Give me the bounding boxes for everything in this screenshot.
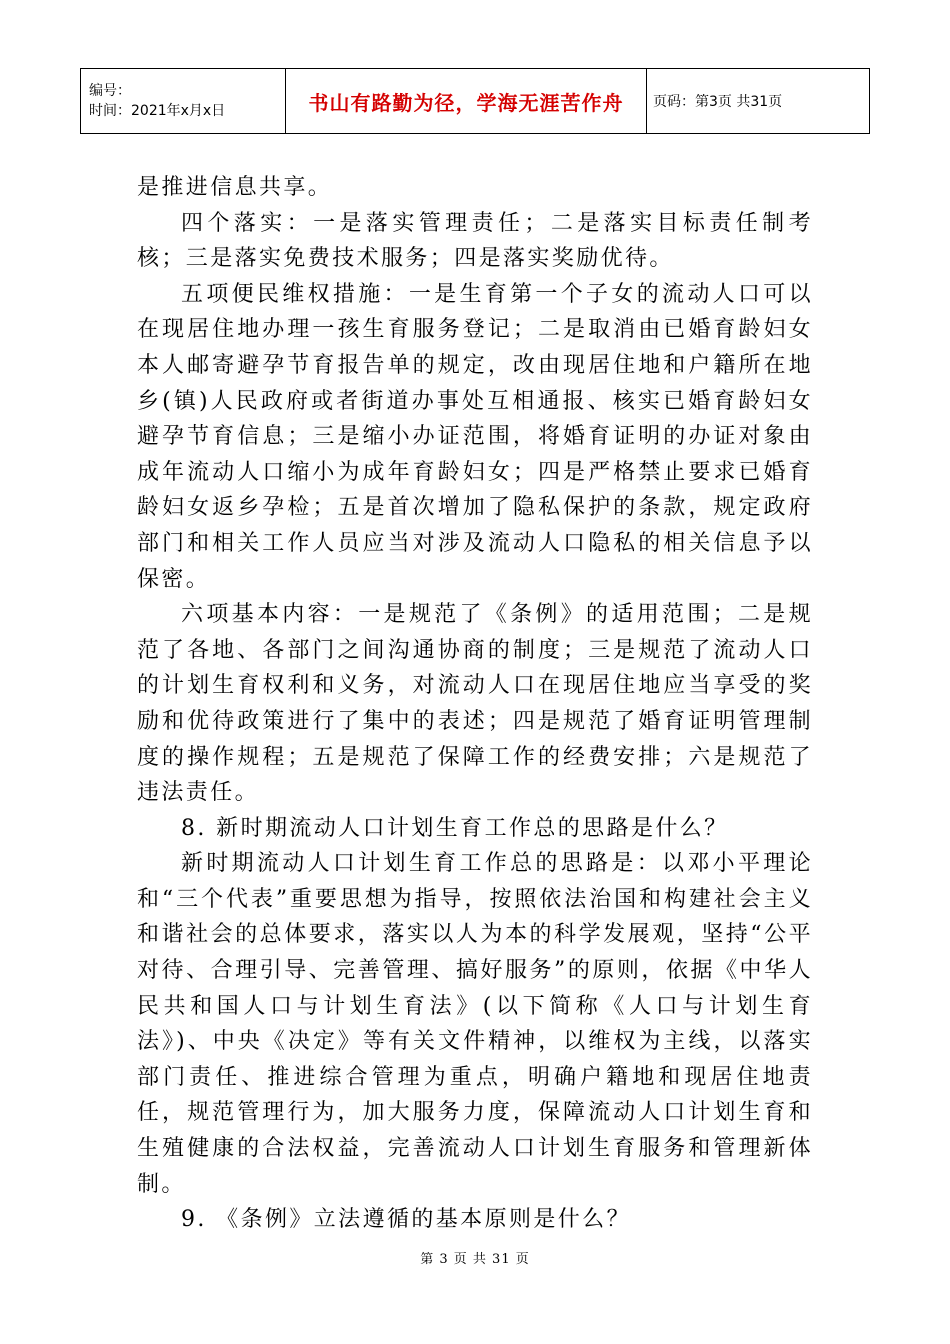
paragraph-answer-8: 新时期流动人口计划生育工作总的思路是：以邓小平理论和“三个代表”重要思想为指导，按照依法治国和构建社会主义和谐社会的总体要求，落实以人为本的科学发展观，坚持“公平对待、合理引导、完善管理、搞好服务”的原则，依据《中华人民共和国人口与计划生育法》(以下简称《人口与计划生育法》)、中央《决定》等有关文件精神，以维权为主线，以落实部门责任、推进综合管理为重点，明确户籍地和现居住地责任，规范管理行为，加大服务力度，保障流动人口计划生育和生殖健康的合法权益，完善流动人口计划生育服务和管理新体制。 — [137, 851, 813, 1197]
header-page-label: 页码：第3页 共31页 — [647, 69, 870, 134]
header-motto: 书山有路勤为径，学海无涯苦作舟 — [286, 69, 647, 134]
header-meta-cell — [81, 69, 286, 134]
serial-label: 编号： — [89, 83, 131, 99]
paragraph-continuation: 是推进信息共享。 — [137, 175, 333, 200]
time-label: 时间：2021年x月x日 — [89, 103, 226, 119]
document-body — [137, 170, 813, 1238]
page-footer: 第 3 页 共 31 页 — [420, 1252, 530, 1267]
question-9-heading: 9. 《条例》立法遵循的基本原则是什么？ — [181, 1207, 631, 1233]
paragraph-six-contents: 六项基本内容：一是规范了《条例》的适用范围；二是规范了各地、各部门之间沟通协商的制度；三是规范了流动人口的计划生育权利和义务，对流动人口在现居住地应当享受的奖励和优待政策进行了集中的表述；四是规范了婚育证明管理制度的操作规程；五是规范了保障工作的经费安排；六是规范了违法责任。 — [137, 602, 813, 806]
paragraph-four-implementations: 四个落实：一是落实管理责任；二是落实目标责任制考核；三是落实免费技术服务；四是落实奖励优待。 — [137, 210, 813, 272]
question-8-heading: 8. 新时期流动人口计划生育工作总的思路是什么？ — [181, 815, 729, 841]
header-table — [80, 68, 870, 134]
paragraph-five-measures: 五项便民维权措施：一是生育第一个子女的流动人口可以在现居住地办理一孩生育服务登记；二是取消由已婚育龄妇女本人邮寄避孕节育报告单的规定，改由现居住地和户籍所在地乡(镇)人民政府或者街道办事处互相通报、核实已婚育龄妇女避孕节育信息；三是缩小办证范围，将婚育证明的办证对象由成年流动人口缩小为成年育龄妇女；四是严格禁止要求已婚育龄妇女返乡孕检；五是首次增加了隐私保护的条款，规定政府部门和相关工作人员应当对涉及流动人口隐私的相关信息予以保密。 — [137, 281, 813, 592]
